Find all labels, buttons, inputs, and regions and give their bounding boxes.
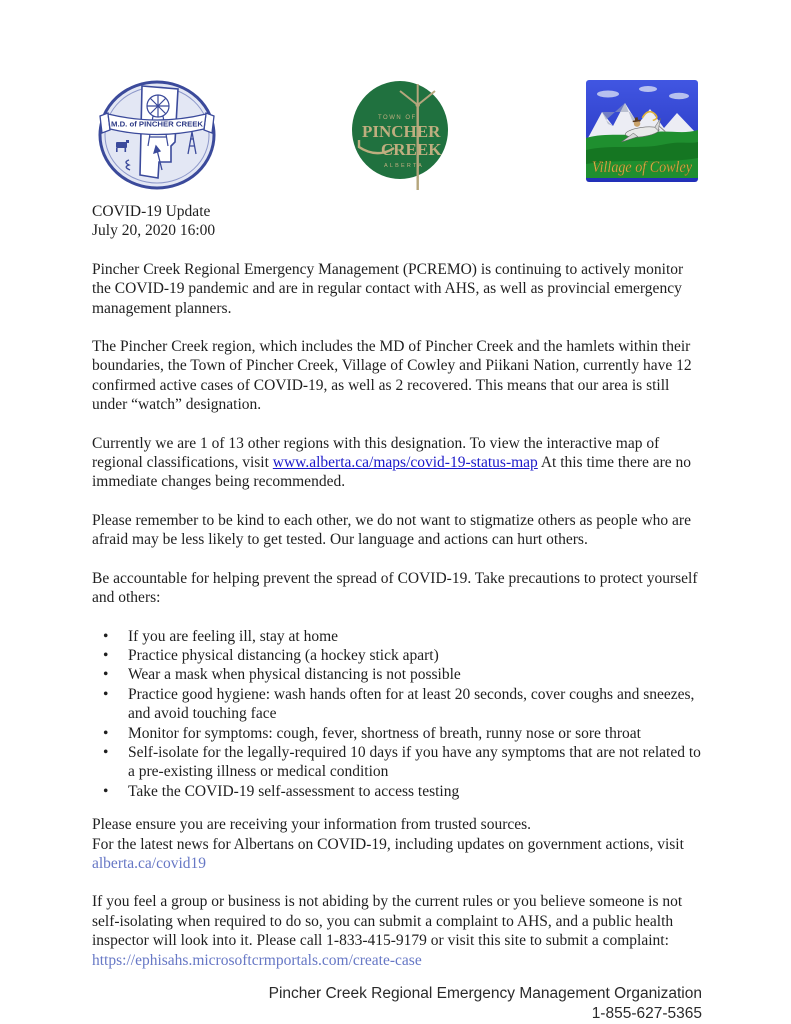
paragraph-kindness: Please remember to be kind to each other, we do not want to stigmatize others as people who are afraid may be less likely to get tested. Our language and actions can hurt others. xyxy=(92,511,691,549)
footer-phone: 1-855-627-5365 xyxy=(591,1005,702,1022)
footer-org: Pincher Creek Regional Emergency Management Organization xyxy=(268,985,702,1002)
precaution-item: • Practice good hygiene: wash hands often for at least 20 seconds, cover coughs and sneezes, and avoid touching face xyxy=(92,685,702,724)
footer xyxy=(92,984,702,1024)
title-block xyxy=(92,202,702,241)
complaint-portal-link[interactable]: https://ephisahs.microsoftcrmportals.com/create-case xyxy=(92,951,422,969)
paragraph-designation xyxy=(92,434,702,492)
designation-text-before: Currently we are 1 of 13 other regions with this designation. To view the interactive map of regional classifications, visit xyxy=(92,434,660,472)
document-title: COVID-19 Update xyxy=(92,203,211,220)
complaint-text: If you feel a group or business is not abiding by the current rules or you believe someone is not self-isolating when required to do so, you can submit a complaint to AHS, and a public health inspector will look into it. Please call 1-833-415-9179 or visit this site to submit a complaint: xyxy=(92,893,683,950)
md-banner-text: M.D. of PINCHER CREEK xyxy=(111,119,204,129)
precautions-list xyxy=(92,627,702,802)
precaution-item: • Self-isolate for the legally-required 10 days if you have any symptoms that are not related to a pre-existing illness or medical condition xyxy=(92,743,702,782)
document-date: July 20, 2020 16:00 xyxy=(92,222,216,240)
precaution-item: • If you are feeling ill, stay at home xyxy=(92,627,702,646)
cowley-script-text: Village of Cowley xyxy=(592,159,693,176)
precaution-item: • Practice physical distancing (a hockey stick apart) xyxy=(92,646,702,665)
logo-row xyxy=(92,80,702,194)
status-map-link[interactable]: www.alberta.ca/maps/covid-19-status-map xyxy=(272,454,538,472)
town-text-top: TOWN OF xyxy=(378,115,417,121)
paragraph-complaint xyxy=(92,892,702,970)
paragraph-accountable: Be accountable for helping prevent the spread of COVID-19. Take precautions to protect yourself and others: xyxy=(92,569,698,607)
precaution-item: • Take the COVID-19 self-assessment to access testing xyxy=(92,782,702,801)
precaution-item: • Wear a mask when physical distancing is not possible xyxy=(92,665,702,684)
paragraph-monitoring: Pincher Creek Regional Emergency Management (PCREMO) is continuing to actively monitor the COVID-19 pandemic and are in regular contact with AHS, as well as provincial emergency management planners. xyxy=(92,260,684,317)
md-pincher-creek-logo xyxy=(96,80,218,190)
trusted-sources-line1: Please ensure you are receiving your information from trusted sources. xyxy=(92,816,532,834)
paragraph-region-cases: The Pincher Creek region, which includes the MD of Pincher Creek and the hamlets within their boundaries, the Town of Pincher Creek, Village of Cowley and Piikani Nation, currently have 12 confirmed active cases of COVID-19, as well as 2 recovered. This means that our area is still under “watch” designation. xyxy=(92,338,692,414)
designation-text-after: At this time there are no immediate changes being recommended. xyxy=(92,454,692,491)
town-pincher-creek-logo xyxy=(351,80,453,192)
town-text-creek: CREEK xyxy=(381,140,442,159)
village-cowley-logo xyxy=(586,80,698,182)
paragraph-trusted-sources xyxy=(92,815,702,873)
precaution-item: • Monitor for symptoms: cough, fever, shortness of breath, runny nose or sore throat xyxy=(92,724,702,743)
town-text-pincher: PINCHER xyxy=(362,122,441,141)
trusted-sources-line2: For the latest news for Albertans on COVID-19, including updates on government actions, visit xyxy=(92,835,684,853)
alberta-covid19-link[interactable]: alberta.ca/covid19 xyxy=(92,854,207,872)
town-text-alberta: ALBERTA xyxy=(384,163,424,169)
